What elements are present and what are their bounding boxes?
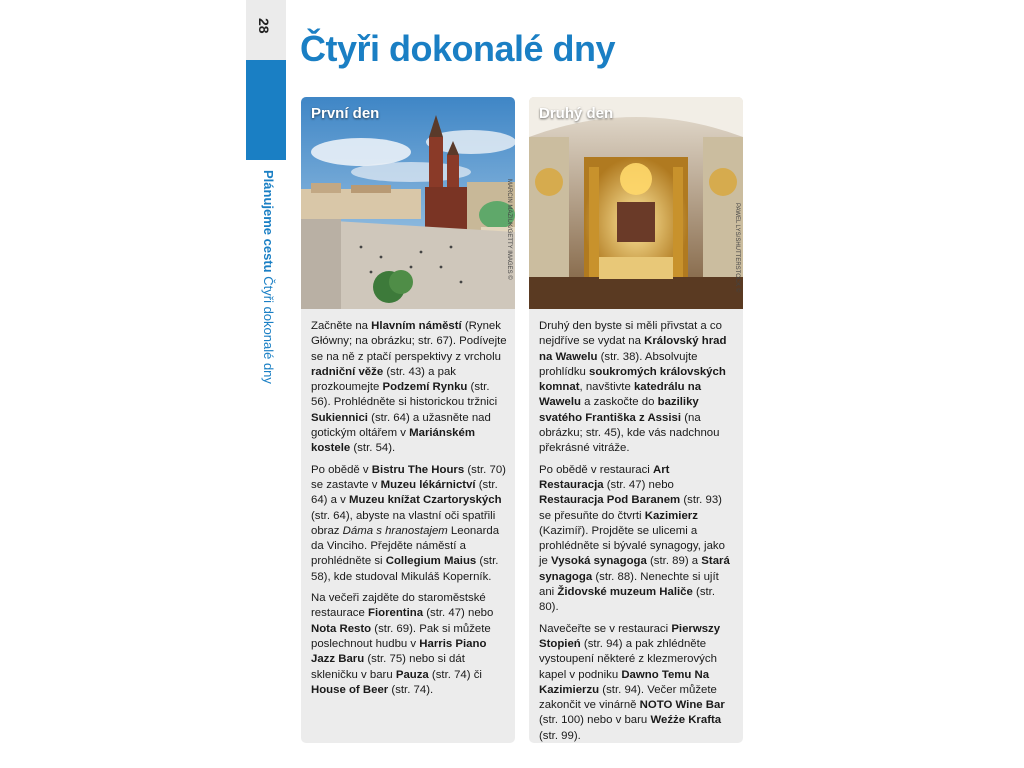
day2-label: Druhý den <box>539 105 614 122</box>
running-head <box>261 170 276 410</box>
church-interior-photo <box>529 97 743 309</box>
day2-card <box>529 97 743 743</box>
day1-card <box>301 97 515 743</box>
krakow-main-square-photo <box>301 97 515 309</box>
day2-photo-credit: PAWEL LYS/SHUTTERSTOCK © <box>734 203 740 293</box>
day1-paragraph: Na večeři zajděte do staroměstské restaurace Fiorentina (str. 47) nebo Nota Resto (str. 69). Pak si můžete poslechnout hudbu v Harris Piano Jazz Baru (str. 75) nebo si dát skleničku v baru Pauza (str. 74) či House of Beer (str. 74). <box>311 592 494 696</box>
running-head-subchapter: Čtyři dokonalé dny <box>261 276 276 384</box>
day2-paragraph: Navečeřte se v restauraci Pierwszy Stopień (str. 94) a pak zhlédněte vystoupení některé z klezmerových kapel v podniku Dawno Temu Na Kazimierzu (str. 94). Večer můžete zakončit ve vinárně NOTO Wine Bar (str. 100) nebo v baru Weźże Krafta (str. 99). <box>539 622 725 742</box>
running-head-chapter: Plánujeme cestu <box>261 170 276 273</box>
day1-paragraph: Po obědě v Bistru The Hours (str. 70) se zastavte v Muzeu lékárnictví (str. 64) a v Muzeu knížat Czartoryských (str. 64), abyste na vlastní oči spatřili obraz Dáma s hranostajem Leonarda da Vinciho. Přejděte náměstí a prohlédněte si Collegium Maius (str. 58), kde studoval Mikuláš Koperník. <box>311 463 506 583</box>
page-title: Čtyři dokonalé dny <box>300 28 616 69</box>
day1-label: První den <box>311 105 380 122</box>
day1-paragraph: Začněte na Hlavním náměstí (Rynek Główny; na obrázku; str. 67). Podívejte se na ně z ptačí perspektivy z vrcholu radniční věže (str. 43) a pak prozkoumejte Podzemí Rynku (str. 56). Prohlédněte si historickou tržnici Sukiennici (str. 64) a užasněte nad gotickým oltářem v Mariánském kostele (str. 54). <box>311 320 507 455</box>
chapter-tab <box>246 60 286 160</box>
day2-text <box>539 319 735 743</box>
page-number: 28 <box>256 18 272 34</box>
day2-paragraph: Druhý den byste si měli přivstat a co nejdříve se vydat na Královský hrad na Wawelu (str. 38). Absolvujte prohlídku soukromých královských komnat, navštivte katedrálu na Wawelu a zaskočte do baziliky svatého Františka z Assisi (na obrázku; str. 45), kde vás nadchnou překrásné vitráže. <box>539 320 727 455</box>
day1-photo-credit: MARCIN MAZIUK/GETTY IMAGES © <box>506 179 512 280</box>
day1-text <box>311 319 507 704</box>
day2-paragraph: Po obědě v restauraci Art Restauracja (str. 47) nebo Restauracja Pod Baranem (str. 93) se přesuňte do čtvrti Kazimierz (Kazimíř). Projděte se ulicemi a prohlédněte si bývalé synagogy, jako je Vysoká synagoga (str. 89) a Stará synagoga (str. 88). Nenechte si ujít ani Židovské muzeum Haliče (str. 80). <box>539 463 730 614</box>
